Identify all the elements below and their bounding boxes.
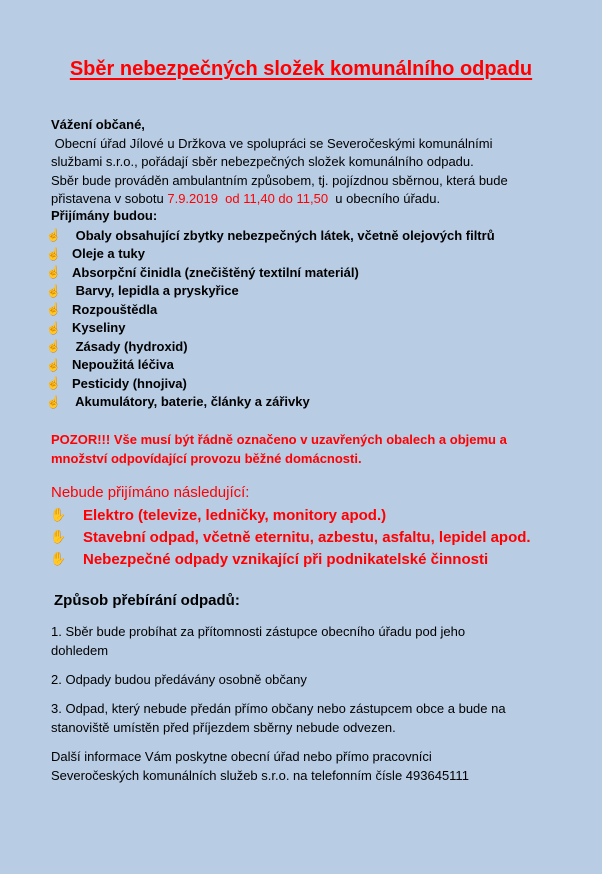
method-item-1: [51, 622, 551, 660]
accepted-list: [46, 226, 495, 411]
hand-pointing-icon: ☝: [46, 394, 61, 409]
not-accepted-item-label: Elektro (televize, ledničky, monitory apod.): [83, 506, 387, 524]
warning: [51, 430, 551, 468]
hand-pointing-icon: ☝: [46, 357, 61, 372]
accepted-item-label: Rozpouštědla: [72, 301, 158, 317]
hand-stop-icon: ✋: [50, 507, 67, 522]
not-accepted-item: [50, 504, 531, 526]
not-accepted-item-label: Stavební odpad, včetně eternitu, azbestu, asfaltu, lepidel apod.: [83, 528, 531, 546]
accepted-item: [46, 337, 495, 356]
method-line: 1. Sběr bude probíhat za přítomnosti zástupce obecního úřadu pod jeho: [51, 624, 466, 639]
hand-pointing-icon: ☝: [46, 265, 61, 280]
hand-pointing-icon: ☝: [46, 339, 61, 354]
greeting: Vážení občané,: [51, 117, 145, 132]
hand-pointing-icon: ☝: [46, 283, 61, 298]
contact-line: Další informace Vám poskytne obecní úřad nebo přímo pracovníci: [51, 749, 432, 764]
intro-line-date: [51, 190, 551, 209]
accepted-item-label: Akumulátory, baterie, články a zářivky: [72, 394, 310, 410]
contact-line: Severočeských komunálních služeb s.r.o. na telefonním čísle 493645111: [51, 768, 469, 783]
accepted-item-label: Obaly obsahující zbytky nebezpečných látek, včetně olejových filtrů: [72, 227, 495, 243]
hand-stop-icon: ✋: [50, 529, 67, 544]
intro-line: Sběr bude prováděn ambulantním způsobem, tj. pojízdnou sběrnou, která bude: [51, 172, 508, 188]
accepted-item-label: Pesticidy (hnojiva): [72, 375, 187, 391]
warning-line: množství odpovídající provozu běžné domácnosti.: [51, 451, 362, 466]
method-line: dohledem: [51, 643, 109, 658]
accepted-item-label: Nepoužitá léčiva: [72, 357, 174, 373]
accepted-item: [46, 226, 495, 245]
hand-pointing-icon: ☝: [46, 320, 61, 335]
hand-stop-icon: ✋: [50, 551, 67, 566]
method-item-2: 2. Odpady budou předávány osobně občany: [51, 672, 307, 687]
intro-line: službami s.r.o., pořádají sběr nebezpečných složek komunálního odpadu.: [51, 154, 474, 169]
hand-pointing-icon: ☝: [46, 246, 61, 261]
not-accepted-list: [50, 504, 531, 570]
accepted-item-label: Oleje a tuky: [72, 246, 145, 262]
method-heading: Způsob přebírání odpadů:: [54, 592, 240, 609]
method-item-3: [51, 699, 551, 737]
warning-line: POZOR!!! Vše musí být řádně označeno v uzavřených obalech a objemu a: [51, 432, 507, 447]
accepted-item: [46, 282, 495, 301]
intro-date-suffix: u obecního úřadu.: [328, 191, 441, 206]
not-accepted-item: [50, 548, 531, 570]
hand-pointing-icon: ☝: [46, 302, 61, 317]
not-accepted-heading: Nebude přijímáno následující:: [51, 484, 250, 501]
accepted-item-label: Absorpční činidla (znečištěný textilní materiál): [72, 264, 359, 280]
method-line: 3. Odpad, který nebude předán přímo občany nebo zástupcem obce a bude na: [51, 701, 506, 716]
accepted-item: [46, 245, 495, 264]
collection-date: 7.9.2019 od 11,40 do 11,50: [167, 191, 329, 206]
accepted-item-label: Kyseliny: [72, 320, 126, 336]
intro-date-prefix: přistavena v sobotu: [51, 191, 168, 206]
page-title: Sběr nebezpečných složek komunálního odpadu: [69, 58, 533, 80]
not-accepted-item: [50, 526, 531, 548]
intro-line: Obecní úřad Jílové u Držkova ve spolupráci se Severočeskými komunálními: [51, 135, 493, 151]
not-accepted-item-label: Nebezpečné odpady vznikající při podnikatelské činnosti: [83, 550, 489, 568]
accepted-item-label: Barvy, lepidla a pryskyřice: [72, 283, 239, 299]
hand-pointing-icon: ☝: [46, 228, 61, 243]
accepted-item-label: Zásady (hydroxid): [72, 338, 188, 354]
accepted-item: [46, 374, 495, 393]
accepted-heading: Přijímány budou:: [51, 208, 158, 223]
hand-pointing-icon: ☝: [46, 376, 61, 391]
accepted-item: [46, 356, 495, 375]
contact-info: [51, 747, 551, 785]
intro-block: [51, 116, 551, 209]
accepted-item: [46, 319, 495, 338]
method-line: stanoviště umístěn před příjezdem sběrny nebude odvezen.: [51, 720, 396, 735]
accepted-item: [46, 393, 495, 412]
accepted-item: [46, 300, 495, 319]
accepted-item: [46, 263, 495, 282]
